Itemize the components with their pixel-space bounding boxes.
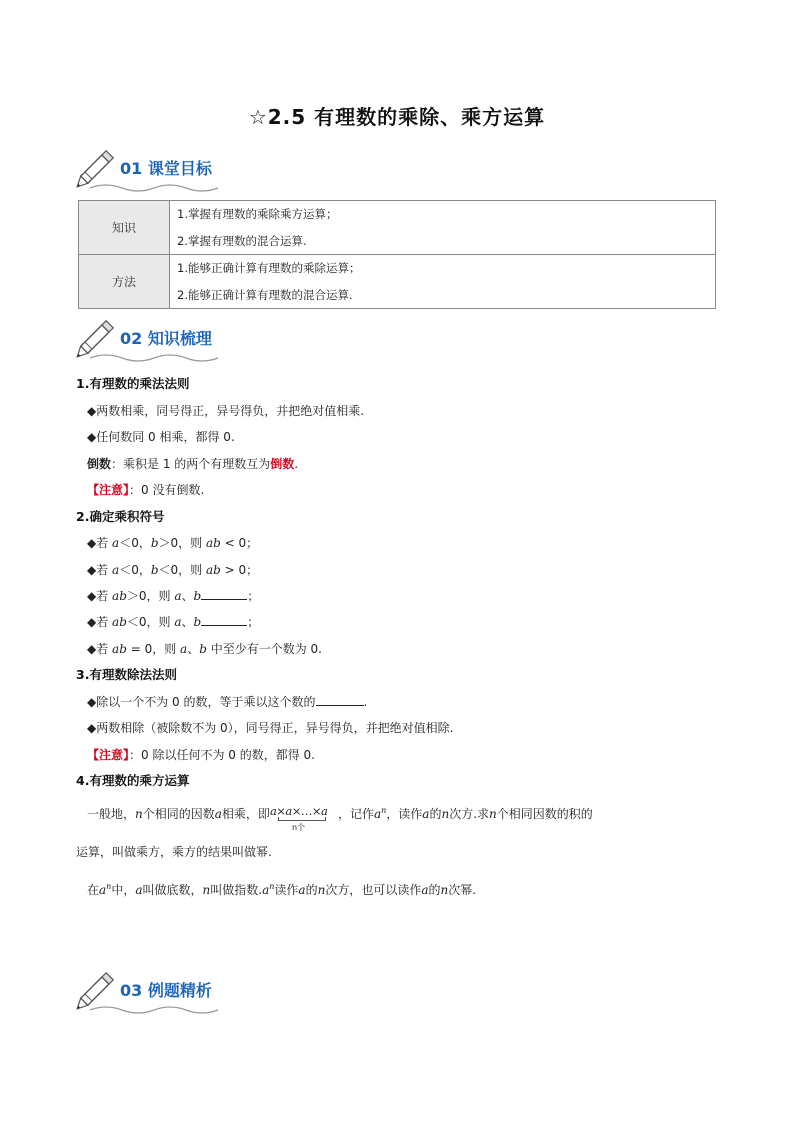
k4-heading: 4.有理数的乘方运算	[76, 773, 190, 788]
k2-rule-1: ◆若 a＜0，b＞0，则 ab < 0；	[87, 536, 259, 550]
section-header-goals	[76, 150, 276, 190]
k1-note: 【注意】：0 没有倒数.	[87, 483, 205, 497]
k3-rule-1: ◆除以一个不为 0 的数，等于乘以这个数的 .	[87, 695, 368, 709]
k2-rule-5: ◆若 ab = 0，则 a、b 中至少有一个数为 0.	[87, 642, 322, 656]
page-title: ☆2.5 有理数的乘除、乘方运算	[248, 105, 546, 129]
section-header-examples	[76, 972, 276, 1012]
answer-blank[interactable]	[201, 587, 247, 600]
k1-rule-2: ◆任何数同 0 相乘，都得 0.	[87, 430, 235, 444]
reciprocal-word: 倒数	[270, 457, 295, 471]
k1-heading: 1.有理数的乘法法则	[76, 376, 190, 391]
k3-heading: 3.有理数除法法则	[76, 667, 177, 682]
goals-table	[78, 200, 716, 309]
section-title-goals: 01 课堂目标	[120, 159, 212, 178]
goal-item: 2.能够正确计算有理数的混合运算.	[177, 287, 353, 302]
k3-rule-2: ◆两数相除（被除数不为 0），同号得正，异号得负，并把绝对值相除.	[87, 721, 454, 735]
k2-rule-4: ◆若 ab＜0，则 a、b ；	[87, 615, 260, 629]
k2-heading: 2.确定乘积符号	[76, 509, 165, 524]
k1-rule-1: ◆两数相乘，同号得正，异号得负，并把绝对值相乘.	[87, 404, 365, 418]
goals-label-method: 方法	[79, 255, 170, 309]
goals-label-knowledge: 知识	[79, 201, 170, 255]
k4-paragraph-2: 运算，叫做乘方，乘方的结果叫做幂.	[76, 845, 272, 859]
reciprocal-label: 倒数	[87, 457, 112, 471]
k4-paragraph-3: 在$a^n$中，a叫做底数，n叫做指数$.a^n$读作a的n次方，也可以读作a的n次幂.	[87, 882, 477, 897]
section-header-knowledge	[76, 320, 276, 360]
answer-blank[interactable]	[316, 693, 364, 706]
goal-item: 1.能够正确计算有理数的乘除运算；	[177, 261, 361, 275]
note-label: 【注意】	[87, 748, 130, 762]
table-row	[79, 201, 716, 255]
table-row	[79, 255, 716, 309]
k4-paragraph-1: 一般地，n个相同的因数a相乘，即 a×a×…×a n个 ，记作$a^n$，读作a的n次方.求n个相同因数的积的	[87, 804, 593, 832]
goal-item: 2.掌握有理数的混合运算.	[177, 233, 307, 248]
section-title-examples: 03 例题精析	[120, 981, 212, 1000]
k1-reciprocal: 倒数：乘积是 1 的两个有理数互为倒数.	[87, 457, 299, 471]
product-formula: a×a×…×a n个	[269, 804, 328, 832]
goal-item: 1.掌握有理数的乘除乘方运算；	[177, 207, 338, 221]
k2-rule-3: ◆若 ab＞0，则 a、b ；	[87, 589, 260, 603]
note-label: 【注意】	[87, 483, 130, 497]
answer-blank[interactable]	[201, 613, 247, 626]
section-title-knowledge: 02 知识梳理	[120, 329, 212, 348]
k2-rule-2: ◆若 a＜0，b＜0，则 ab > 0；	[87, 563, 259, 577]
k3-note: 【注意】：0 除以任何不为 0 的数，都得 0.	[87, 748, 315, 762]
